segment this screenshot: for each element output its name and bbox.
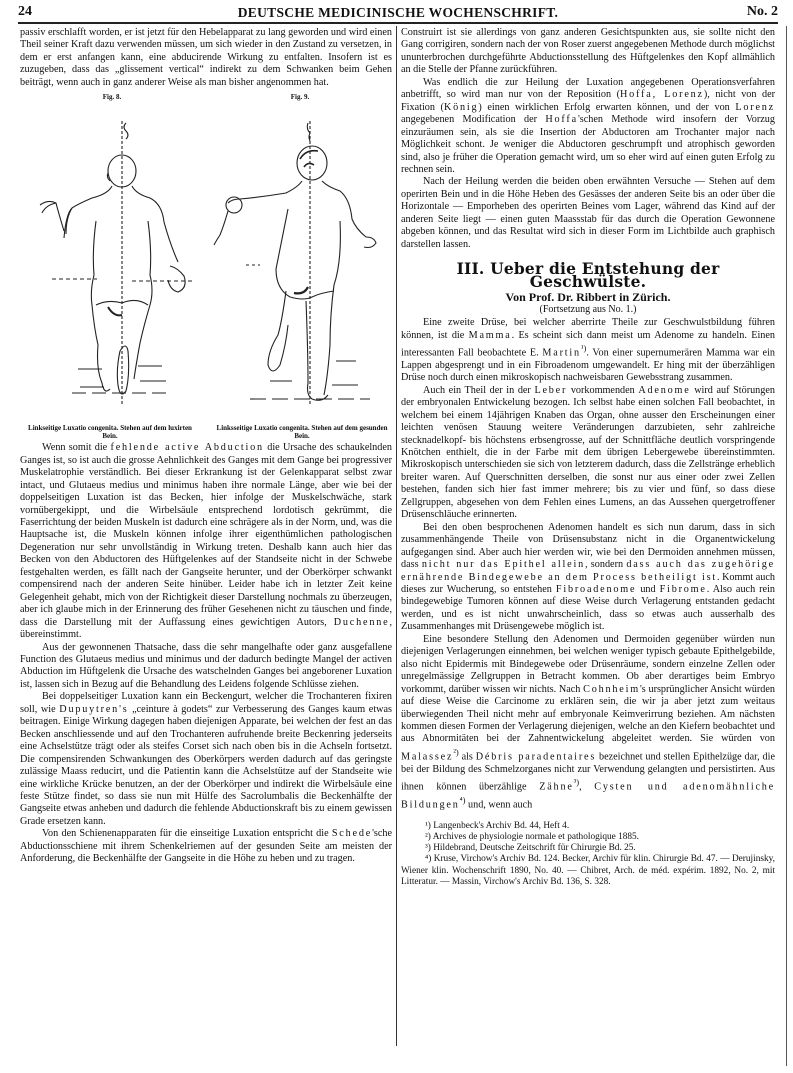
footnote-ref[interactable]: ⁴): [459, 795, 466, 805]
emphasized-term: Adenome: [638, 384, 691, 396]
text: Bei den oben besprochenen Adenomen handelt es sich nun darum, dass in sich zusammenhängende Theile von Drüsensubstanz nicht in die Organentwickelung aufgegangen sind. Aber auch hier werden wir, wie bei den Dermoiden annehmen müssen, dass: [401, 521, 775, 571]
text: . Es scheint sich dann meist um Adenome zu handeln. Einen interessanten Fall beobachtete E.: [401, 329, 775, 359]
paragraph: Aus der gewonnenen Thatsache, dass die sehr mangelhafte oder ganz ausgefallene Function des Glutaeus medius und minimus und der dadurch bedingte Mangel der activen Abduction im Hüftgelenk die Ursache des watschelnden Ganges bei angeborener Luxation ist, lassen sich in Bezug auf die Behandlung des Leidens folgende Schlüsse ziehen.: [20, 641, 392, 690]
text: ), nicht von der Fixation (: [401, 89, 775, 113]
paragraph: [401, 77, 775, 177]
issue-number: No. 2: [746, 4, 778, 19]
byline: Von Prof. Dr. Ribbert in Zürich.: [505, 290, 671, 305]
author-name: Malassez: [401, 751, 454, 763]
author-name: Hoffa: [545, 114, 578, 126]
text: Was endlich die zur Heilung der Luxation angegebenen Operationsverfahren anbetrifft, so wird man nur von der Reposition (: [401, 76, 775, 101]
paragraph: Construirt ist sie allerdings von ganz anderen Gesichtspunkten aus, sie sollte nicht den Gang corrigiren, sondern nach der von Roser zuerst angegebenen Methode durch möglichst ununterbrochen durchgeführte Abductionsstellung des Hüftgelenkes den Kopf allmählich an die Stelle der Pfanne zurückführen.: [401, 27, 775, 76]
emphasized-text: nicht nur das Epithel allein: [421, 559, 585, 571]
paragraph: [20, 442, 392, 641]
page-number: 24: [18, 4, 32, 19]
text: Eine zweite Drüse, bei welcher aberrirte Theile zur Geschwulstbildung führen können, ist die: [401, 317, 775, 341]
author-name: Lorenz: [735, 101, 775, 113]
emphasized-term: Zähne: [539, 781, 574, 793]
author-name: Hoffa, Lorenz: [620, 89, 704, 101]
text: als: [458, 751, 476, 763]
text: Bei doppelseitiger Luxation kann ein Beckengurt, welcher die Trochanteren fixiren soll, wie: [20, 691, 392, 715]
text: Auch ein Theil der in der: [423, 384, 535, 396]
footnote-ref[interactable]: ²): [453, 746, 459, 757]
footnotes: [401, 821, 775, 888]
figure-9-illustration: [210, 101, 390, 411]
left-column: [20, 27, 392, 866]
author-name: König: [443, 101, 479, 113]
emphasized-term: Fibroadenome: [555, 583, 637, 595]
text: vorkommenden: [567, 384, 639, 396]
footnote-ref[interactable]: ³): [573, 777, 580, 788]
paragraph: [401, 317, 775, 385]
text: , sondern: [584, 559, 627, 571]
figures-block: [20, 91, 392, 424]
emphasized-term: Débris paradentaires: [475, 751, 597, 763]
journal-title: DEUTSCHE MEDICINISCHE WOCHENSCHRIFT.: [237, 5, 559, 20]
author-name: Duchenne: [333, 616, 390, 628]
text: 'schen Methode wird insofern der Vorzug einzuräumen sein, als sie die Insertion der Abductoren am Trochanter major nach Möglichkeit schont. Je weniger die Abductoren geschrumpft und atrophisch geworden sind, also je früher die Operation gemacht wird, um so eher wird auf einen guten Erfolg zu rechnen sein.: [401, 114, 775, 175]
text: ) einen wirklichen Erfolg erwarten können, und der von: [478, 101, 736, 113]
author-name: Schede: [331, 828, 373, 840]
text: und: [636, 583, 660, 595]
paragraph: passiv erschlafft worden, er ist jetzt für den Hebelapparat zu lang geworden und wird einen Theil seiner Kraft dazu verwenden müssen, um sich wieder in den Zustand zu versetzen, in dem er erst anfangen kann, eine abducirende Wirkung zu entfalten. Insofern ist es zuzugeben, dass das „glissement vertical“ indirekt zu dem Schwanken beim Gehen beiträgt, wenn auch in ganz anderer Weise als man bisher angenommen hat.: [20, 27, 392, 88]
text: „ceinture à godets“ zur Verbesserung des Ganges kaum etwas beitragen. Einige Wirkung dagegen haben diejenigen Apparate, bei welchen der fest an das Becken anschliessende und auf den Trochanteren aufruhende breite Beckenring jederseits eine Achselstütze trägt oder als steifes Corset sich nach oben bis in die Achseln fortsetzt. Die compensirenden Schwankungen des Oberkörpers werden dadurch auf das geringste zulässige Maass reducirt, und die Patientin kann die Achselstütze auf der Standseite wie eine wirkliche Krücke benutzen, an der der Oberkörper und indirekt die Wirbelsäule eine feste Stütze findet, so dass sie nun mit Hülfe des Sacrolumbalis die Beckenhälfte der Gangseite etwas anheben und dadurch die fehlende Abductionskraft bis zu einem gewissen Grade ersetzen kann.: [20, 703, 392, 827]
emphasized-text: fehlende active Abduction: [110, 442, 264, 454]
text: . Also auch rein bindegewebige Tumoren können auf diese Weise durch Verlagerung entstanden gedacht werden, und es ist nicht unwahrscheinlich, dass so etwas auch ausserhalb des Zusammenhanges mit Drüsengewebe möglich ist.: [401, 583, 775, 633]
emphasized-term: Fibrome: [659, 583, 707, 595]
section-heading: III. Ueber die Entstehung der Geschwülste.: [456, 259, 720, 291]
text: 's ursprünglicher Ansicht würden auf diese Weise die Carcinome zu erklären sein, die wir ja aber jetzt zum weitaus überwiegenden Theil nicht mehr auf embryonale Keimverirrung beziehen. Am nächsten kommen diesen Formen der Verlagerung diejenigen, welche an den Kiefern beobachtet und aus Abnormitäten bei der Zahnentwickelung abgeleitet werden. Sie würden von: [401, 683, 775, 745]
text: wird auf Störungen der embryonalen Entwickelung bezogen. Ich selbst habe einen solchen Fall beobachtet, in welchem bei einem 14jährigen Knaben das Organ, ohne ausser den Erscheinungen einer leichten venösen Stauung weitere Veränderungen darzubieten, sehr zahlreiche stecknadelkopf- bis höchstens erbsengrosse, auf der Schnittfläche deutlich vorspringende Knötchen enthielt, die in der Farbe mit dem übrigen Lebergewebe übereinstimmten. Mikroskopisch unterschieden sie sich von letzterem dadurch, dass die Zellstränge erheblich breiter waren. Auf Querschnitten derselben, die sonst nur aus einer oder zwei Zellen bestehen, fanden sich hier fast immer mehrere; bis zu vier und fünf, so dass diese Zellgruppen, abgesehen von dem Fehlen eines Lumens, an das Aussehen quergetroffener Drüsenschläuche erinnerten.: [401, 384, 775, 521]
paragraph: Nach der Heilung werden die beiden oben erwähnten Versuche — Stehen auf dem operirten Bein und in die Höhe Heben des Gesässes der anderen Seite bis an oder über die Horizontale — Emporheben des operirten Beines vom Lager, während das Kind auf der anderen Seite liegt — einen guten Maassstab für das durch die Operation Gewonnene abgeben können, und das Resultat wird sich in dieser Form im Lichtbilde auch graphisch darstellen lassen.: [401, 176, 775, 250]
text: 'sche Abductionsschiene mit ihrem Schenkelriemen auf der gesunden Seite am meisten der Anforderung, die Beckenhälfte der Gangseite in die Höhe zu heben und zu tragen.: [20, 828, 392, 865]
column-divider: [396, 26, 397, 1046]
paragraph: [401, 634, 775, 812]
emphasized-text: dass auch das zugehörige ernährende Bindegewebe an dem Process betheiligt ist: [401, 559, 776, 583]
paragraph: [20, 828, 392, 865]
footnote: ³) Hildebrand, Deutsche Zeitschrift für Chirurgie Bd. 25.: [425, 843, 636, 854]
footnote-ref[interactable]: ¹): [580, 342, 587, 353]
figure-label: Fig. 8.: [102, 93, 122, 102]
text: ,: [579, 781, 595, 793]
text: die Ursache des schaukelnden Ganges ist, so ist auch die grosse Aehnlichkeit des Ganges mit dem Gange bei progressiver Muskelatrophie verständlich. Bei dieser Erkrankung ist der Gelenkapparat selbst zwar intact, und Glutaeus medius und minimus haben ihre normale Länge, aber wie bei der doppelseitigen Luxation ist das Becken, hier infolge der Muskelschwäche, stark vornübergekippt, und die Wirbelsäule entsprechend lordotisch gekrümmt, die Faserrichtung der beiden Muskeln ist dadurch eine schrägere als in der Norm, und, was die Hauptsache ist, die Muskeln können infolge ihrer eigenthümlichen pathologischen Degeneration nur sehr unvollständig in Wirkung treten. Deshalb kann auch hier das Becken von den Abductoren des Hüftgelenkes auf der Standseite nicht in der Schwebe festgehalten werden, es fällt nach der Gangseite herunter, und der Oberkörper schwankt compensirend nach der anderen Seite hinüber. Leider habe ich in letzter Zeit keine Gelegenheit gehabt, mich von der Richtigkeit dieser Darstellung nochmals zu überzeugen, aber ich glaube mich in der Erinnerung des früher Gesehenen nicht zu täuschen und finde, dass die Darstellung mit der Auffassung eines gewichtigen Autors,: [20, 442, 392, 628]
right-column: [401, 27, 775, 888]
figure-9-caption: Linksseitige Luxatio congenita. Stehen auf dem gesunden Bein.: [216, 424, 388, 441]
figure-8: [22, 91, 202, 411]
emphasized-term: Cysten und adenomähnliche Bildungen: [401, 781, 776, 811]
author-name: Dupuytren's: [59, 703, 129, 715]
author-name: Cohnheim: [583, 683, 640, 695]
paragraph: [401, 385, 775, 522]
footnote: ⁴) Kruse, Virchow's Archiv Bd. 124. Becker, Archiv für klin. Chirurgie Bd. 47. — Derujinsky, Wiener klin. Wochenschrift 1890, No. 40. — Chibret, Arch. de méd. expérim. 1892, No. 2, mit Litteratur. — Massin, Virchow's Archiv Bd. 136, S. 328.: [401, 854, 775, 887]
text: , übereinstimmt.: [20, 616, 392, 641]
figure-8-caption: Linkseitige Luxatio congenita. Stehen auf dem luxirten Bein.: [28, 424, 192, 441]
text: Wenn somit die: [42, 442, 111, 454]
author-name: Martin: [542, 347, 581, 359]
figure-8-illustration: [22, 101, 202, 411]
figure-label: Fig. 9.: [290, 93, 310, 102]
figure-9: [210, 91, 390, 411]
text: angegebenen Modification der: [401, 114, 546, 126]
text: und, wenn auch: [465, 799, 533, 811]
continuation-note: (Fortsetzung aus No. 1.): [539, 304, 637, 316]
paragraph: [401, 522, 775, 634]
text: . Kommt auch dieses zur Wucherung, so entstehen: [401, 571, 775, 595]
footnote: ¹) Langenbeck's Archiv Bd. 44, Heft 4.: [425, 820, 570, 831]
header-rule: [18, 22, 778, 24]
text: Von den Schienenapparaten für die einseitige Luxation entspricht die: [42, 828, 332, 840]
text: . Von einer supernumerären Mamma war ein Lappen abgesprengt und in ein Fibroadenom umgewandelt. Er hing mit der überzähligen Drüse noch durch einen mikroskopisch nachweisbaren Gewebsstrang zusammen.: [401, 347, 775, 384]
page-edge-rule: [786, 26, 787, 1066]
emphasized-term: Leber: [534, 384, 568, 396]
text: Eine besondere Stellung den Adenomen und Dermoiden gegenüber würden nun diejenigen Verlagerungen einnehmen, bei welchen weniger typisch gebaute Epithelgebilde, also nicht Epidermis mit Bindegewebe oder Drüsenräume, sondern einzelne Zellen oder unregelmässige Zellgruppen in Betracht kommen. Ob aber derartiges beim Embryo vorkommt, darüber wissen wir nichts. Nach: [401, 633, 775, 695]
figure-captions: [20, 424, 392, 440]
text: bezeichnet und stellen Epithelzüge dar, die bei der Bildung des Schmelzorganes nicht zur Verwendung gelangten und persistirten. Aus ihnen können überzählige: [401, 751, 775, 793]
footnote: ²) Archives de physiologie normale et pathologique 1885.: [425, 832, 639, 843]
paragraph: [20, 691, 392, 828]
emphasized-term: Mamma: [468, 329, 512, 341]
